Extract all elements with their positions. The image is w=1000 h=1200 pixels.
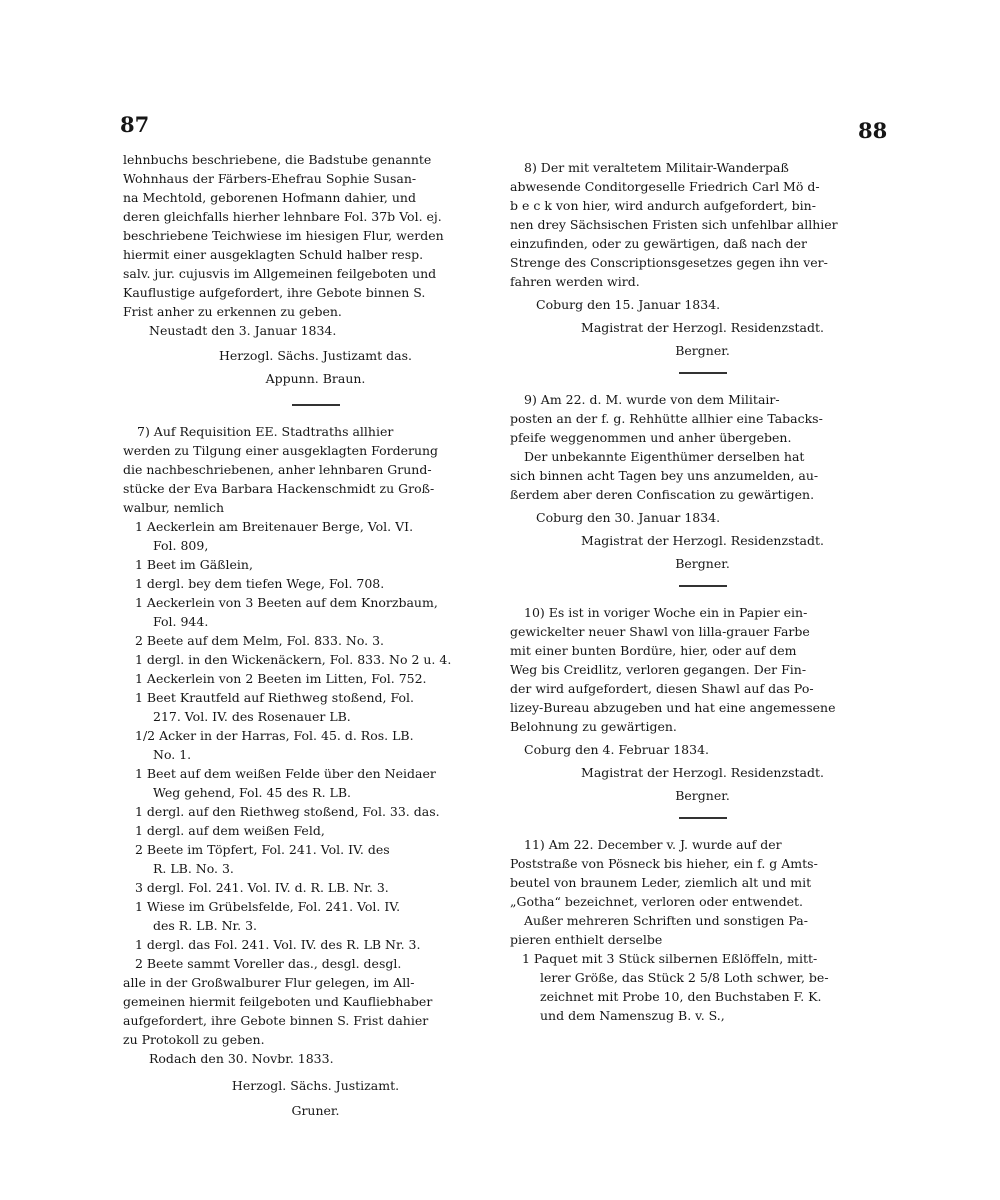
- list-item: 1 dergl. auf dem weißen Feld,: [135, 823, 325, 838]
- text-line: 9) Am 22. d. M. wurde von dem Militair-: [524, 392, 780, 407]
- list-item: des R. LB. Nr. 3.: [153, 918, 257, 933]
- text-line: 8) Der mit veraltetem Militair-Wanderpaß: [524, 160, 789, 175]
- place-date: Coburg den 15. Januar 1834.: [536, 297, 721, 312]
- page-number-right: 88: [858, 118, 888, 143]
- text-line: Weg bis Creidlitz, verloren gegangen. Der Fin-: [510, 662, 807, 677]
- list-item: 1/2 Acker in der Harras, Fol. 45. d. Ros. LB.: [135, 728, 414, 743]
- text-line: mit einer bunten Bordüre, hier, oder auf dem: [510, 643, 797, 658]
- text-line: abwesende Conditorgeselle Friedrich Carl Mö d-: [510, 179, 820, 194]
- text-line: die nachbeschriebenen, anher lehnbaren Grund-: [123, 462, 432, 477]
- text-line: gemeinen hiermit feilgeboten und Kaufliebhaber: [123, 994, 433, 1009]
- place-date: Coburg den 4. Februar 1834.: [524, 742, 710, 757]
- list-item: 2 Beete im Töpfert, Fol. 241. Vol. IV. des: [135, 842, 390, 857]
- list-item: Fol. 944.: [153, 614, 209, 629]
- text-line: gewickelter neuer Shawl von lilla-grauer Farbe: [510, 624, 810, 639]
- text-line: beutel von braunem Leder, ziemlich alt und mit: [510, 875, 812, 890]
- notice-11: [510, 835, 895, 1025]
- section-divider: [679, 817, 727, 819]
- text-line: pfeife weggenommen und anher übergeben.: [510, 430, 792, 445]
- place-date: Coburg den 30. Januar 1834.: [536, 510, 721, 525]
- list-item: 1 dergl. auf den Riethweg stoßend, Fol. 33. das.: [135, 804, 440, 819]
- text-line: salv. jur. cujusvis im Allgemeinen feilgeboten und: [123, 266, 437, 281]
- place-date: Rodach den 30. Novbr. 1833.: [149, 1051, 334, 1066]
- notice-8: [510, 158, 895, 291]
- section-divider: [679, 372, 727, 374]
- list-item: Fol. 809,: [153, 538, 209, 553]
- text-line: der wird aufgefordert, diesen Shawl auf das Po-: [510, 681, 814, 696]
- right-column: [510, 158, 895, 1025]
- signer-line: Gruner.: [291, 1103, 340, 1118]
- list-item: 217. Vol. IV. des Rosenauer LB.: [153, 709, 351, 724]
- signer-line: Bergner.: [675, 556, 730, 571]
- list-item: zeichnet mit Probe 10, den Buchstaben F. K.: [540, 989, 822, 1004]
- page-number-left: 87: [120, 112, 150, 137]
- list-item: R. LB. No. 3.: [153, 861, 234, 876]
- notice-9: [510, 390, 895, 504]
- text-line: Außer mehreren Schriften und sonstigen Pa-: [524, 913, 808, 928]
- text-line: ßerdem aber deren Confiscation zu gewärtigen.: [510, 487, 815, 502]
- authority-line: Magistrat der Herzogl. Residenzstadt.: [581, 533, 824, 548]
- text-line: „Gotha“ bezeichnet, verloren oder entwendet.: [510, 894, 803, 909]
- authority-line: Magistrat der Herzogl. Residenzstadt.: [581, 765, 824, 780]
- text-line: 7) Auf Requisition EE. Stadtraths allhier: [137, 424, 394, 439]
- text-line: lehnbuchs beschriebene, die Badstube genannte: [123, 152, 432, 167]
- list-item: 1 Aeckerlein von 2 Beeten im Litten, Fol. 752.: [135, 671, 427, 686]
- text-line: lizey-Bureau abzugeben und hat eine angemessene: [510, 700, 836, 715]
- list-item: 1 Aeckerlein am Breitenauer Berge, Vol. VI.: [135, 519, 414, 534]
- text-line: posten an der f. g. Rehhütte allhier eine Tabacks-: [510, 411, 823, 426]
- text-line: b e c k von hier, wird andurch aufgefordert, bin-: [510, 198, 816, 213]
- text-line: 11) Am 22. December v. J. wurde auf der: [524, 837, 782, 852]
- list-item: 1 Beet im Gäßlein,: [135, 557, 253, 572]
- text-line: Frist anher zu erkennen zu geben.: [123, 304, 342, 319]
- list-item: 1 Beet auf dem weißen Felde über den Neidaer: [135, 766, 436, 781]
- text-line: Kauflustige aufgefordert, ihre Gebote binnen S.: [123, 285, 426, 300]
- signer-line: Bergner.: [675, 343, 730, 358]
- notice-10: [510, 603, 895, 736]
- signer-line: Bergner.: [675, 788, 730, 803]
- list-item: No. 1.: [153, 747, 192, 762]
- list-item: 1 Aeckerlein von 3 Beeten auf dem Knorzbaum,: [135, 595, 438, 610]
- text-line: sich binnen acht Tagen bey uns anzumelden, au-: [510, 468, 819, 483]
- text-line: alle in der Großwalburer Flur gelegen, im All-: [123, 975, 415, 990]
- section-divider: [679, 585, 727, 587]
- text-line: nen drey Sächsischen Fristen sich unfehlbar allhier: [510, 217, 838, 232]
- list-item: 2 Beete sammt Voreller das., desgl. desgl.: [135, 956, 402, 971]
- list-item: 1 Beet Krautfeld auf Riethweg stoßend, Fol.: [135, 690, 414, 705]
- text-line: stücke der Eva Barbara Hackenschmidt zu Groß-: [123, 481, 435, 496]
- text-line: deren gleichfalls hierher lehnbare Fol. 37b Vol. ej.: [123, 209, 442, 224]
- text-line: pieren enthielt derselbe: [510, 932, 663, 947]
- text-line: Der unbekannte Eigenthümer derselben hat: [524, 449, 805, 464]
- section-divider: [292, 404, 340, 406]
- list-item: 1 Wiese im Grübelsfelde, Fol. 241. Vol. IV.: [135, 899, 401, 914]
- list-item: 1 dergl. bey dem tiefen Wege, Fol. 708.: [135, 576, 385, 591]
- signers-line: Appunn. Braun.: [265, 371, 366, 386]
- intro-text: [123, 150, 508, 321]
- list-item: lerer Größe, das Stück 2 5/8 Loth schwer, be-: [540, 970, 829, 985]
- list-item: 3 dergl. Fol. 241. Vol. IV. d. R. LB. Nr. 3.: [135, 880, 389, 895]
- authority-line: Herzogl. Sächs. Justizamt.: [231, 1078, 400, 1093]
- text-line: zu Protokoll zu geben.: [123, 1032, 265, 1047]
- text-line: werden zu Tilgung einer ausgeklagten Forderung: [123, 443, 439, 458]
- text-line: beschriebene Teichwiese im hiesigen Flur, werden: [123, 228, 444, 243]
- text-line: na Mechtold, geborenen Hofmann dahier, und: [123, 190, 416, 205]
- list-item: 1 Paquet mit 3 Stück silbernen Eßlöffeln, mitt-: [522, 951, 818, 966]
- text-line: aufgefordert, ihre Gebote binnen S. Frist dahier: [123, 1013, 429, 1028]
- place-date: Neustadt den 3. Januar 1834.: [149, 323, 337, 338]
- text-line: Wohnhaus der Färbers-Ehefrau Sophie Susan-: [123, 171, 417, 186]
- list-item: und dem Namenszug B. v. S.,: [540, 1008, 725, 1023]
- list-item: 2 Beete auf dem Melm, Fol. 833. No. 3.: [135, 633, 385, 648]
- list-item: 1 dergl. das Fol. 241. Vol. IV. des R. LB Nr. 3.: [135, 937, 421, 952]
- text-line: fahren werden wird.: [510, 274, 640, 289]
- text-line: Poststraße von Pösneck bis hieher, ein f. g Amts-: [510, 856, 818, 871]
- authority-line: Herzogl. Sächs. Justizamt das.: [219, 348, 412, 363]
- list-item: 1 dergl. in den Wickenäckern, Fol. 833. No 2 u. 4.: [135, 652, 452, 667]
- notice-7: [123, 422, 508, 1049]
- text-line: hiermit einer ausgeklagten Schuld halber resp.: [123, 247, 424, 262]
- text-line: Strenge des Conscriptionsgesetzes gegen ihn ver-: [510, 255, 828, 270]
- authority-line: Magistrat der Herzogl. Residenzstadt.: [581, 320, 824, 335]
- text-line: walbur, nemlich: [123, 500, 225, 515]
- left-column: [123, 150, 508, 1120]
- text-line: einzufinden, oder zu gewärtigen, daß nach der: [510, 236, 807, 251]
- text-line: Belohnung zu gewärtigen.: [510, 719, 677, 734]
- list-item: Weg gehend, Fol. 45 des R. LB.: [153, 785, 351, 800]
- text-line: 10) Es ist in voriger Woche ein in Papier ein-: [524, 605, 808, 620]
